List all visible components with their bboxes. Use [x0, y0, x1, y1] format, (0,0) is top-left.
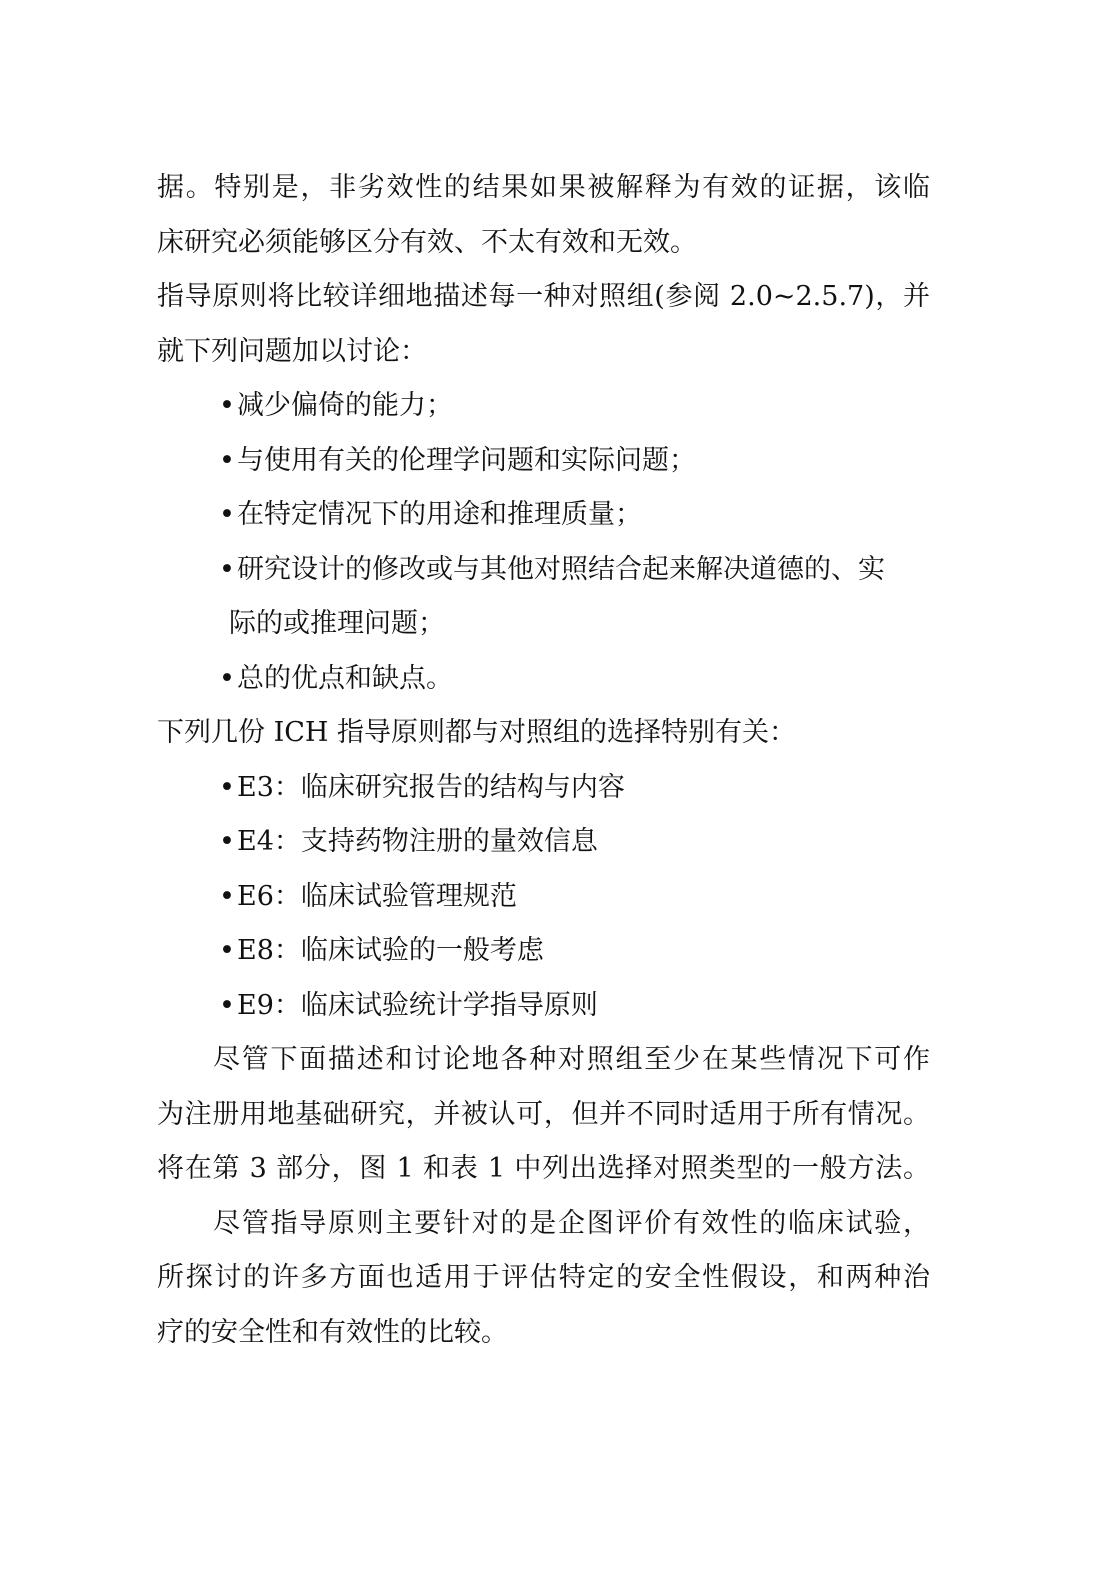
list-item: •在特定情况下的用途和推理质量； [157, 488, 930, 543]
text-line: 所探讨的许多方面也适用于评估特定的安全性假设，和两种治 [157, 1262, 930, 1293]
list-item: •E3：临床研究报告的结构与内容 [157, 761, 930, 816]
bullet-icon: • [219, 390, 235, 421]
list-item: •与使用有关的伦理学问题和实际问题； [157, 434, 930, 489]
text-line: 尽管下面描述和讨论地各种对照组至少在某些情况下可作 [213, 1044, 930, 1075]
text-line: 据。特别是，非劣效性的结果如果被解释为有效的证据，该临 [157, 172, 930, 203]
bullet-icon: • [219, 989, 235, 1021]
text-line: 就下列问题加以讨论： [157, 335, 427, 367]
text-line: 尽管指导原则主要针对的是企图评价有效性的临床试验， [213, 1207, 930, 1239]
list-item-continuation: 际的或推理问题； [229, 608, 445, 639]
bullet-icon: • [219, 499, 235, 530]
bullet-icon: • [219, 553, 235, 585]
text-line: 指导原则将比较详细地描述每一种对照组(参阅 2.0~2.5.7)，并 [157, 281, 930, 312]
ich-intro: 下列几份 ICH 指导原则都与对照组的选择特别有关： [157, 717, 797, 748]
bullet-icon: • [219, 771, 235, 803]
list-item: •E4：支持药物注册的量效信息 [157, 815, 930, 870]
bullet-icon: • [219, 444, 235, 476]
list-item: •研究设计的修改或与其他对照结合起来解决道德的、实 [157, 543, 930, 598]
paragraph [157, 1197, 930, 1361]
list-item: •E9：临床试验统计学指导原则 [157, 979, 930, 1034]
ich-guideline-list [157, 761, 930, 1034]
bullet-icon: • [219, 935, 235, 966]
text-line: 疗的安全性和有效性的比较。 [157, 1316, 508, 1348]
bullet-icon: • [219, 826, 235, 857]
bullet-icon: • [219, 880, 235, 912]
list-item: •减少偏倚的能力； [157, 379, 930, 434]
list-item: •总的优点和缺点。 [157, 652, 930, 707]
bullet-icon: • [219, 662, 235, 694]
discussion-list [157, 379, 930, 706]
document-page [157, 161, 930, 1360]
paragraph [157, 1033, 930, 1197]
list-item: •E6：临床试验管理规范 [157, 870, 930, 925]
text-line: 将在第 3 部分，图 1 和表 1 中列出选择对照类型的一般方法。 [157, 1153, 930, 1184]
list-item: •E8：临床试验的一般考虑 [157, 924, 930, 979]
text-line: 为注册用地基础研究，并被认可，但并不同时适用于所有情况。 [157, 1098, 930, 1130]
text-line: 床研究必须能够区分有效、不太有效和无效。 [157, 226, 697, 258]
